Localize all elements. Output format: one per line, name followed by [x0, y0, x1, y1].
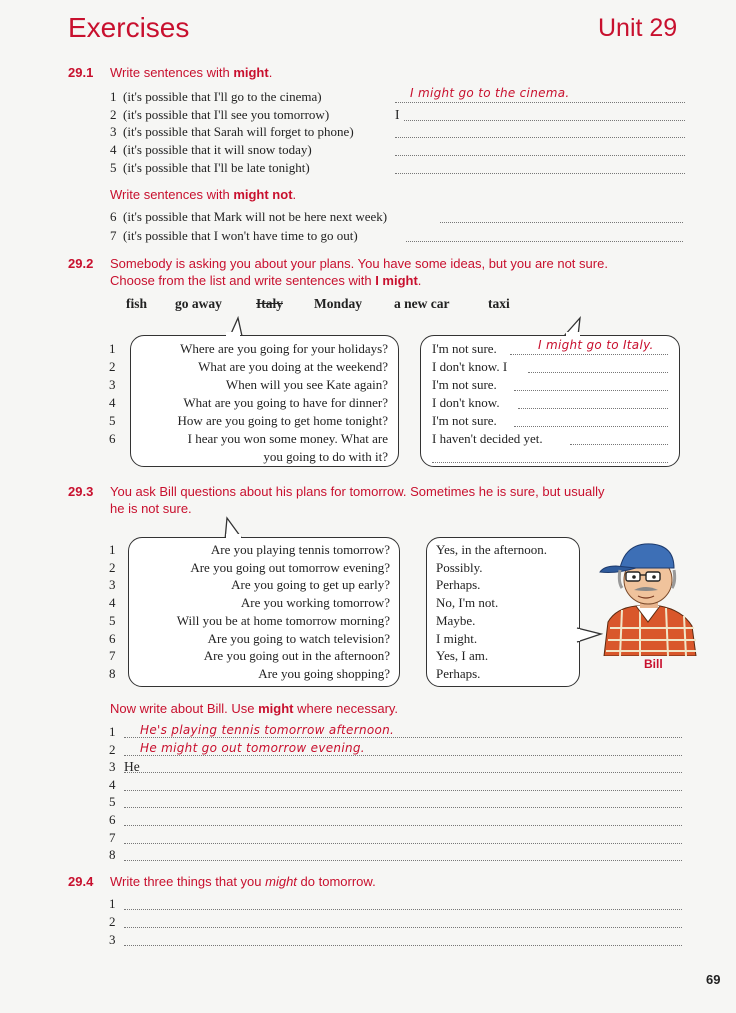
exercise-instruction: Write three things that you might do tomorrow.: [110, 874, 376, 889]
answer-line[interactable]: [124, 933, 682, 946]
exercise-number: 29.1: [68, 65, 94, 80]
bill-answer: Yes, I am.: [436, 648, 489, 664]
question-text: Are you going to get up early?: [231, 577, 390, 593]
bill-illustration: [596, 536, 698, 656]
question-text: Will you be at home tomorrow morning?: [176, 612, 390, 628]
row-number: 3: [109, 759, 116, 775]
reply-text: I'm not sure.: [432, 377, 497, 392]
exercise-instruction: Write sentences with might.: [110, 65, 273, 80]
question-text: I hear you won some money. What are: [187, 431, 388, 446]
answer-line[interactable]: [395, 125, 685, 138]
example-answer: I might go to Italy.: [538, 338, 654, 352]
question-text: When will you see Kate again?: [225, 377, 388, 392]
unit-label: Unit 29: [598, 14, 678, 42]
row-number: 2: [109, 559, 116, 575]
question-text: How are you going to get home tonight?: [177, 413, 388, 428]
row-number: 8: [109, 847, 116, 863]
character-label: Bill: [644, 657, 663, 671]
question-text: Are you going out in the afternoon?: [203, 648, 390, 664]
answer-line[interactable]: [124, 813, 682, 826]
list-item: 4 (it's possible that it will snow today): [110, 142, 312, 157]
bill-answer: Perhaps.: [436, 577, 481, 593]
word-list-item: fish: [126, 296, 148, 311]
list-item: 7 (it's possible that I won't have time to go out): [110, 228, 358, 243]
question-text: Are you going shopping?: [258, 665, 390, 681]
question-text: What are you doing at the weekend?: [198, 359, 388, 374]
list-item: 3 (it's possible that Sarah will forget to phone): [110, 124, 354, 139]
reply-text: I haven't decided yet.: [432, 431, 543, 446]
answer-line[interactable]: [124, 848, 682, 861]
row-number: 3: [109, 577, 116, 593]
row-number: 6: [109, 431, 116, 446]
row-number: 1: [109, 724, 116, 739]
question-text: Are you playing tennis tomorrow?: [210, 542, 390, 557]
answer-line[interactable]: [432, 450, 668, 463]
answer-line[interactable]: [124, 795, 682, 808]
question-text: Where are you going for your holidays?: [180, 341, 388, 356]
row-number: 1: [109, 542, 116, 557]
row-number: 1: [109, 896, 116, 911]
exercise-number: 29.4: [68, 874, 94, 889]
bill-answer: No, I'm not.: [436, 595, 499, 611]
exercise-number: 29.3: [68, 484, 94, 499]
reply-text: I'm not sure.: [432, 341, 497, 356]
answer-line[interactable]: [518, 396, 668, 409]
answer-line[interactable]: [395, 143, 685, 156]
page-title: Exercises: [68, 12, 190, 43]
answer-line[interactable]: [124, 897, 682, 910]
example-answer: I might go to the cinema.: [410, 86, 570, 100]
answer-line[interactable]: [395, 161, 685, 174]
row-number: 5: [109, 612, 116, 628]
row-number: 4: [109, 776, 116, 792]
exercise-instruction: You ask Bill questions about his plans for tomorrow. Sometimes he is sure, but usually he is not sure.: [110, 484, 605, 516]
reply-text: I don't know.: [432, 395, 500, 410]
list-item: 6 (it's possible that Mark will not be here next week): [110, 209, 388, 224]
row-number: 3: [109, 377, 116, 392]
word-list-item: go away: [175, 296, 222, 311]
page-number: 69: [706, 972, 721, 987]
bill-answer: Perhaps.: [436, 665, 481, 681]
question-text: Are you going out tomorrow evening?: [190, 559, 390, 575]
row-number: 4: [109, 595, 116, 611]
written-answer: He: [124, 759, 140, 775]
list-item: 5 (it's possible that I'll be late tonight): [110, 160, 310, 175]
row-number: 4: [109, 395, 116, 410]
row-number: 1: [109, 341, 116, 356]
answer-line[interactable]: [124, 778, 682, 791]
bill-answer: I might.: [436, 630, 478, 646]
answer-start: I: [395, 106, 403, 124]
written-answer: He's playing tennis tomorrow afternoon.: [140, 723, 395, 737]
bill-answer: Maybe.: [436, 612, 476, 628]
question-text: What are you going to have for dinner?: [183, 395, 388, 410]
word-list-item-used: Italy: [256, 296, 283, 311]
row-number: 6: [109, 812, 116, 827]
answer-line[interactable]: [514, 414, 668, 427]
row-number: 3: [109, 932, 116, 947]
answer-line[interactable]: [395, 108, 685, 121]
row-number: 2: [109, 741, 116, 757]
question-text: you going to do with it?: [263, 449, 388, 464]
row-number: 7: [109, 829, 116, 845]
row-number: 7: [109, 648, 116, 664]
word-list-item: taxi: [488, 296, 510, 311]
answer-line[interactable]: [440, 210, 683, 223]
exercise-instruction: Somebody is asking you about your plans. You have some ideas, but you are not sure. Choose from the list and write sentences with I might.: [110, 256, 608, 288]
word-list-item: Monday: [314, 296, 363, 311]
list-item: 2 (it's possible that I'll see you tomorrow): [110, 107, 330, 122]
answer-line[interactable]: [406, 229, 683, 242]
reply-text: I'm not sure.: [432, 413, 497, 428]
answer-line[interactable]: [528, 360, 668, 373]
answer-line[interactable]: [124, 915, 682, 928]
row-number: 5: [109, 794, 116, 810]
exercise-number: 29.2: [68, 256, 94, 271]
answer-line[interactable]: [124, 831, 682, 844]
row-number: 2: [109, 914, 116, 929]
bill-answer: Yes, in the afternoon.: [436, 542, 547, 557]
answer-line[interactable]: [570, 432, 668, 445]
question-text: Are you going to watch television?: [207, 630, 390, 646]
row-number: 5: [109, 413, 116, 428]
written-answer: He might go out tomorrow evening.: [140, 740, 365, 755]
reply-text: I don't know. I: [432, 359, 508, 374]
answer-line[interactable]: [514, 378, 668, 391]
bill-answer: Possibly.: [436, 559, 483, 575]
row-number: 2: [109, 359, 116, 374]
row-number: 6: [109, 630, 116, 646]
exercise-instruction: Now write about Bill. Use might where necessary.: [110, 701, 399, 716]
question-text: Are you working tomorrow?: [240, 595, 390, 611]
list-item: 1 (it's possible that I'll go to the cinema): [110, 89, 322, 104]
row-number: 8: [109, 665, 116, 681]
answer-line[interactable]: [124, 760, 682, 773]
exercise-instruction: Write sentences with might not.: [110, 187, 297, 202]
word-list-item: a new car: [394, 296, 450, 311]
